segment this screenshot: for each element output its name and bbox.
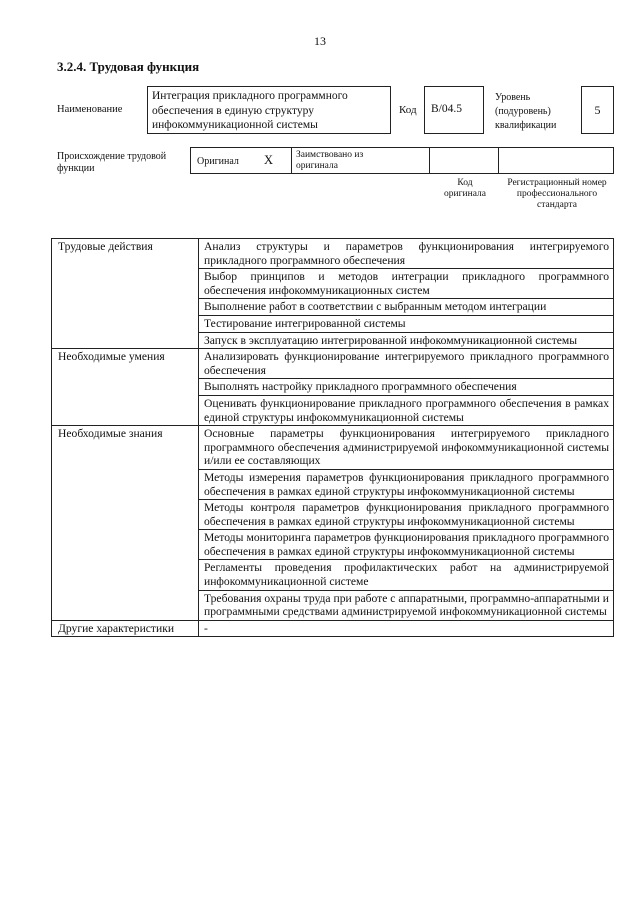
origin-label: Происхождение трудовой функции xyxy=(57,151,167,174)
category-labor-actions: Трудовые действия xyxy=(52,239,199,349)
category-required-knowledge: Необходимые знания xyxy=(52,426,199,621)
level-label: Уровень (подуровень) квалификации xyxy=(495,92,557,131)
table-row xyxy=(52,239,614,269)
function-details-table xyxy=(51,238,614,637)
list-item: Тестирование интегрированной системы xyxy=(199,315,614,332)
function-name-value: Интеграция прикладного программного обеспечения в единую структуру инфокоммуникационной системы xyxy=(152,90,348,131)
table-row xyxy=(52,426,614,470)
table-row xyxy=(52,349,614,379)
list-item: Выполнение работ в соответствии с выбранным методом интеграции xyxy=(199,299,614,316)
registration-number-cell xyxy=(498,147,614,174)
original-code-cell xyxy=(429,147,499,174)
list-item: Выполнять настройку прикладного программного обеспечения xyxy=(199,379,614,396)
list-item: Методы измерения параметров функционирования прикладного программного обеспечения в рамках единой структуры инфокоммуникационной системы xyxy=(199,469,614,499)
list-item: Оценивать функционирование прикладного программного обеспечения в рамках единой структуры инфокоммуникационной системы xyxy=(199,395,614,425)
list-item: - xyxy=(199,620,614,637)
list-item: Требования охраны труда при работе с аппаратными, программно-аппаратными и программными средствами администрируемой инфокоммуникационной системы xyxy=(199,590,614,620)
list-item: Анализировать функционирование интегрируемого прикладного программного обеспечения xyxy=(199,349,614,379)
category-other-characteristics: Другие характеристики xyxy=(52,620,199,637)
page-number: 13 xyxy=(314,34,326,48)
list-item: Анализ структуры и параметров функционирования интегрируемого прикладного программного обеспечения xyxy=(199,239,614,269)
section-title: 3.2.4. Трудовая функция xyxy=(57,59,200,74)
name-label: Наименование xyxy=(57,104,123,115)
function-name-box xyxy=(147,86,391,134)
category-required-skills: Необходимые умения xyxy=(52,349,199,426)
level-box xyxy=(581,86,614,134)
list-item: Основные параметры функционирования интегрируемого прикладного программного обеспечения администрируемой инфокоммуникационной системы и/или ее составляющих xyxy=(199,426,614,470)
code-box xyxy=(424,86,484,134)
table-row xyxy=(52,620,614,637)
code-label: Код xyxy=(399,104,417,116)
borrowed-label: Заимствовано из оригинала xyxy=(296,150,364,171)
original-mark: X xyxy=(264,153,274,167)
registration-number-caption: Регистрационный номер профессионального стандарта xyxy=(507,178,607,210)
original-label: Оригинал xyxy=(197,156,239,167)
original-cell xyxy=(190,147,292,174)
list-item: Запуск в эксплуатацию интегрированной инфокоммуникационной системы xyxy=(199,332,614,349)
borrowed-cell xyxy=(291,147,430,174)
level-value: 5 xyxy=(594,103,601,117)
list-item: Выбор принципов и методов интеграции прикладного программного обеспечения инфокоммуникационных систем xyxy=(199,269,614,299)
code-value: B/04.5 xyxy=(431,103,462,115)
list-item: Регламенты проведения профилактических работ на администрируемой инфокоммуникационной системе xyxy=(199,560,614,590)
original-code-caption: Код оригинала xyxy=(444,178,486,199)
list-item: Методы мониторинга параметров функционирования прикладного программного обеспечения в рамках единой структуры инфокоммуникационной системы xyxy=(199,530,614,560)
list-item: Методы контроля параметров функционирования прикладного программного обеспечения в рамках единой структуры инфокоммуникационной системы xyxy=(199,500,614,530)
